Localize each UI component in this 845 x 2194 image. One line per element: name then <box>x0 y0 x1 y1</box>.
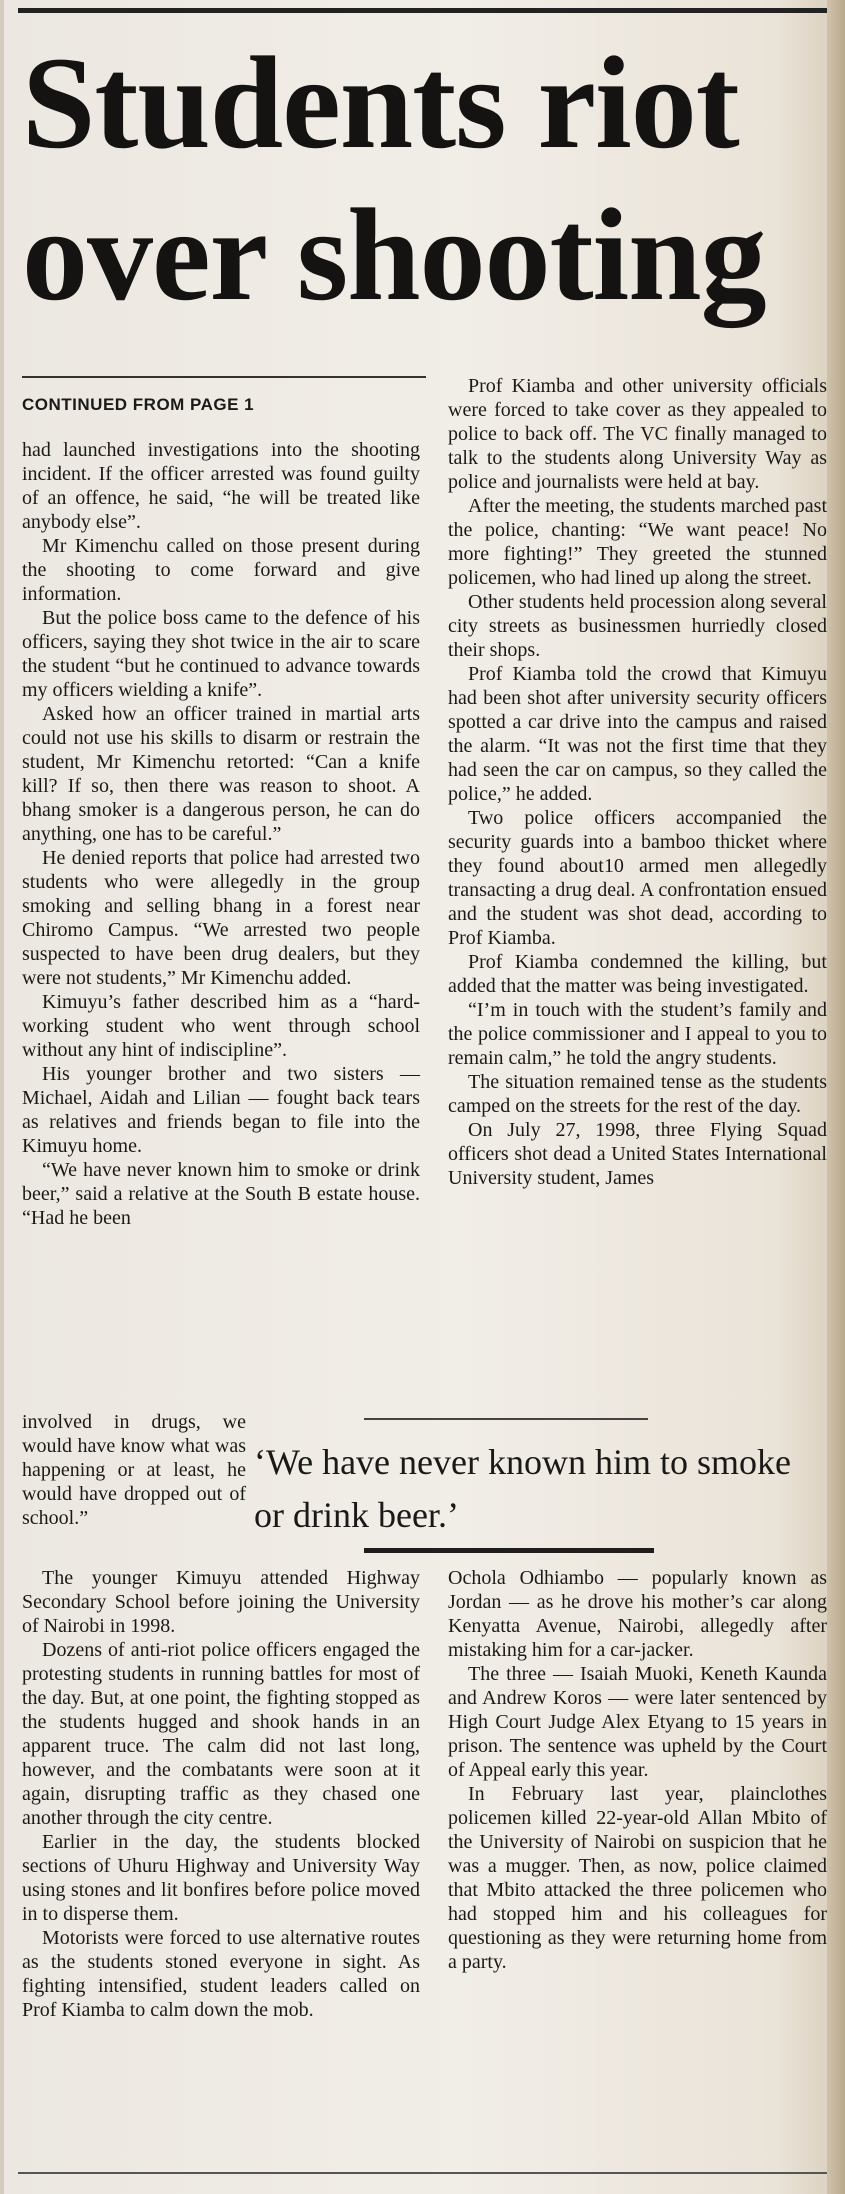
paragraph: The situation remained tense as the students camped on the streets for the rest of the day. <box>448 1071 827 1117</box>
paragraph: In February last year, plainclothes policemen killed 22-year-old Allan Mbito of the University of Nairobi on suspicion that he was a mugger. Then, as now, police claimed that Mbito attacked the three policemen who had stopped him and his colleagues for questioning as they were returning home from a party. <box>448 1783 827 1973</box>
pull-quote-rule-top <box>364 1418 648 1420</box>
article-column-4 <box>448 1566 827 1974</box>
column-rule <box>22 376 426 378</box>
paragraph: He denied reports that police had arrested two students who were allegedly in the group smoking and selling bhang in a forest near Chiromo Campus. “We arrested two people suspected to have been drug dealers, but they were not students,” Mr Kimenchu added. <box>22 847 420 989</box>
paragraph: “We have never known him to smoke or drink beer,” said a relative at the South B estate house. “Had he been <box>22 1159 420 1229</box>
paragraph: Asked how an officer trained in martial arts could not use his skills to disarm or restrain the student, Mr Kimenchu retorted: “Can a knife kill? If so, then there was reason to shoot. A bhang smoker is a dangerous person, he can do anything, one has to be careful.” <box>22 703 420 845</box>
article-column-2 <box>448 374 827 1190</box>
paragraph: Motorists were forced to use alternative routes as the students stoned everyone in sight. As fighting intensified, student leaders called on Prof Kiamba to calm down the mob. <box>22 1927 420 2021</box>
headline-line-1: Students riot <box>22 29 739 176</box>
headline-line-2: over shooting <box>22 181 766 328</box>
paragraph: had launched investigations into the shooting incident. If the officer arrested was found guilty of an offence, he said, “he will be treated like anybody else”. <box>22 439 420 533</box>
paragraph: Mr Kimenchu called on those present during the shooting to come forward and give information. <box>22 535 420 605</box>
article-column-1-narrow <box>22 1410 246 1530</box>
paragraph: Dozens of anti-riot police officers engaged the protesting students in running battles for most of the day. But, at one point, the fighting stopped as the students hugged and shook hands in an apparent truce. The calm did not last long, however, and the combatants were soon at it again, disrupting traffic as they chased one another through the city centre. <box>22 1639 420 1829</box>
continued-label: CONTINUED FROM PAGE 1 <box>22 395 255 414</box>
pull-quote-rule-bottom <box>364 1548 654 1553</box>
paragraph: On July 27, 1998, three Flying Squad officers shot dead a United States International University student, James <box>448 1119 827 1189</box>
article-column-1 <box>22 438 420 1230</box>
paragraph: Other students held procession along several city streets as businessmen hurriedly closed their shops. <box>448 591 827 661</box>
page-edge-right <box>827 0 845 2194</box>
pull-quote: ‘We have never known him to smoke or drink beer.’ <box>254 1442 791 1535</box>
top-rule <box>18 8 827 13</box>
page-edge-left <box>0 0 4 2194</box>
paragraph: The younger Kimuyu attended Highway Secondary School before joining the University of Nairobi in 1998. <box>22 1567 420 1637</box>
paragraph: Prof Kiamba told the crowd that Kimuyu had been shot after university security officers spotted a car drive into the campus and raised the alarm. “It was not the first time that they had seen the car on campus, so they called the police,” he added. <box>448 663 827 805</box>
paragraph: involved in drugs, we would have know what was happening or at least, he would have dropped out of school.” <box>22 1411 246 1529</box>
paragraph: The three — Isaiah Muoki, Keneth Kaunda and Andrew Koros — were later sentenced by High Court Judge Alex Etyang to 15 years in prison. The sentence was upheld by the Court of Appeal early this year. <box>448 1663 827 1781</box>
paragraph: Prof Kiamba condemned the killing, but added that the matter was being investigated. <box>448 951 827 997</box>
paragraph: But the police boss came to the defence of his officers, saying they shot twice in the air to scare the student “but he continued to advance towards my officers wielding a knife”. <box>22 607 420 701</box>
bottom-rule <box>18 2172 827 2174</box>
paragraph: After the meeting, the students marched past the police, chanting: “We want peace! No more fighting!” They greeted the stunned policemen, who had lined up along the street. <box>448 495 827 589</box>
paragraph: “I’m in touch with the student’s family and the police commissioner and I appeal to you to remain calm,” he told the angry students. <box>448 999 827 1069</box>
article-column-3 <box>22 1566 420 2022</box>
paragraph: Earlier in the day, the students blocked sections of Uhuru Highway and University Way using stones and lit bonfires before police moved in to disperse them. <box>22 1831 420 1925</box>
paragraph: Prof Kiamba and other university officials were forced to take cover as they appealed to police to back off. The VC finally managed to talk to the students along University Way as police and journalists were held at bay. <box>448 375 827 493</box>
paragraph: Kimuyu’s father described him as a “hard-working student who went through school without any hint of indiscipline”. <box>22 991 420 1061</box>
paragraph: His younger brother and two sisters — Michael, Aidah and Lilian — fought back tears as relatives and friends began to file into the Kimuyu home. <box>22 1063 420 1157</box>
paragraph: Two police officers accompanied the security guards into a bamboo thicket where they found about10 armed men allegedly transacting a drug deal. A confrontation ensued and the student was shot dead, according to Prof Kiamba. <box>448 807 827 949</box>
paragraph: Ochola Odhiambo — popularly known as Jordan — as he drove his mother’s car along Kenyatta Avenue, Nairobi, allegedly after mistaking him for a car-jacker. <box>448 1567 827 1661</box>
